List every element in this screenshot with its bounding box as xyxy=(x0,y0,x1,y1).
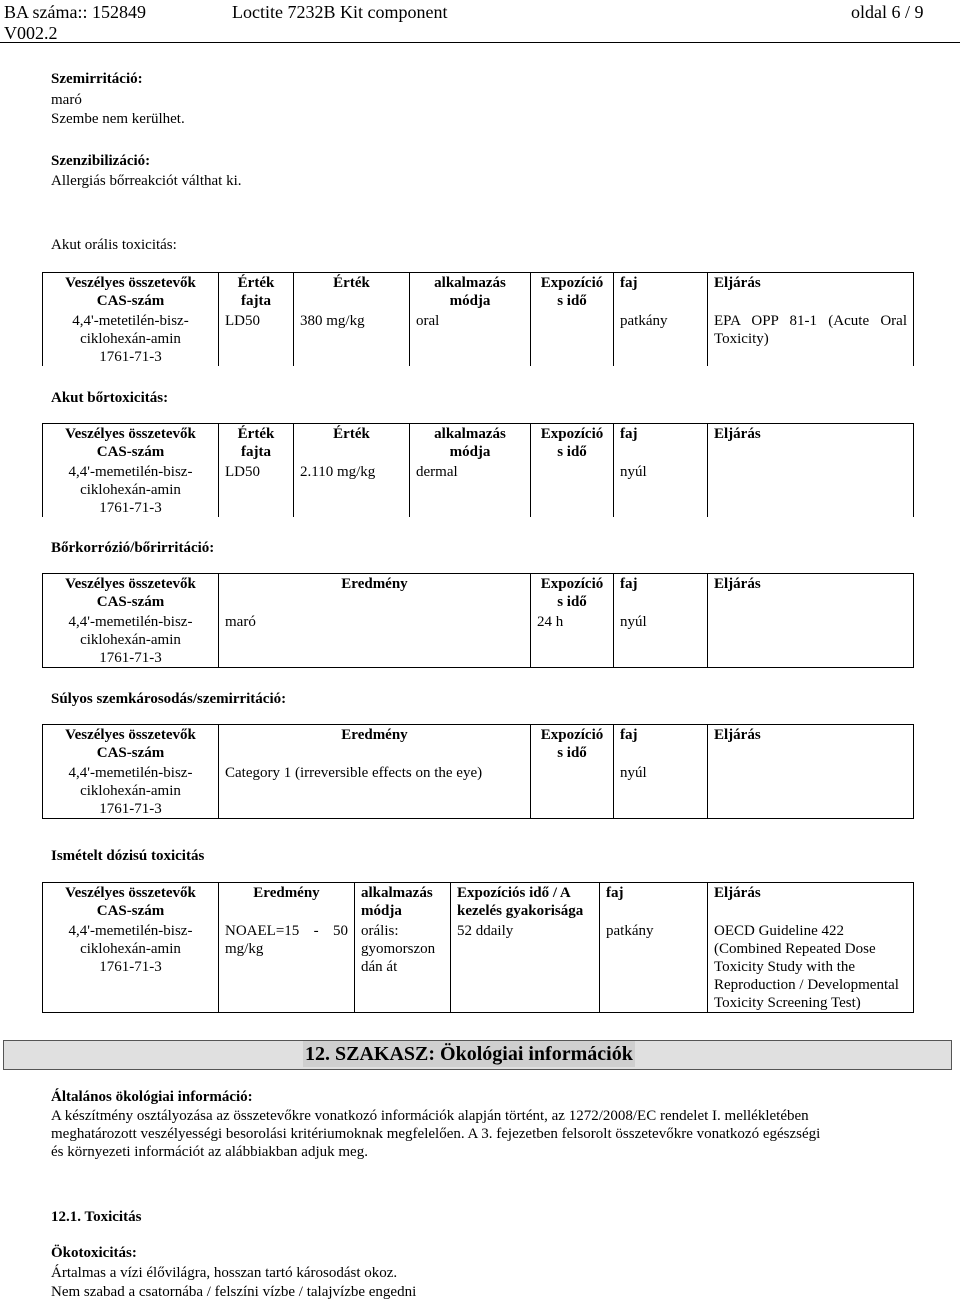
eye-damage-table: Veszélyes összetevők CAS-szám Eredmény Expozíció s idő faj Eljárás 4,4'-memetilén-bisz- ciklohexán-amin 1761-71-3 Category 1 (irreversible effects on the eye) nyúl xyxy=(42,724,914,819)
table-row: 4,4'-memetilén-bisz- ciklohexán-amin 1761-71-3 NOAEL=15 - 50 mg/kg orális: gyomorszon dán át 52 ddaily patkány OECD Guideline 422 (Combined Repeated Dose Toxicity Study with the Reproduction / Developmental Toxicity Screening Test) xyxy=(43,920,914,1013)
ecotox-title: Ökotoxicitás: xyxy=(51,1245,137,1261)
eye-irritation-line1: maró xyxy=(51,92,82,108)
acute-oral-title: Akut orális toxicitás: xyxy=(51,237,177,253)
ecotox-line2: Nem szabad a csatornába / felszíni vízbe / talajvízbe engedni xyxy=(51,1284,417,1300)
eye-damage-title: Súlyos szemkárosodás/szemirritáció: xyxy=(51,691,287,707)
general-eco-text: A készítmény osztályozása az összetevőkre vonatkozó információk alapján történt, az 1272/2008/EC rendelet I. mellékletében meghatározott veszélyességi besorolási kritériumoknak megfelelően. A 3. fejezetben felsorolt összetevőkre vonatkozó egészségi és környezeti információt az alábbiakban adjuk meg. xyxy=(51,1108,821,1160)
acute-dermal-title: Akut bőrtoxicitás: xyxy=(51,390,169,406)
skin-corrosion-table: Veszélyes összetevők CAS-szám Eredmény Expozíció s idő faj Eljárás 4,4'-memetilén-bisz- ciklohexán-amin 1761-71-3 maró 24 h nyúl xyxy=(42,573,914,668)
acute-oral-table xyxy=(42,272,914,366)
col-species: faj xyxy=(614,273,708,311)
col-value: Érték xyxy=(294,273,410,311)
table-row: 4,4'-memetilén-bisz- ciklohexán-amin 1761-71-3 Category 1 (irreversible effects on the eye) nyúl xyxy=(43,762,914,819)
eye-irritation-line2: Szembe nem kerülhet. xyxy=(51,111,185,127)
repeated-dose-title: Ismételt dózisú toxicitás xyxy=(51,848,205,864)
page-number: oldal 6 / 9 xyxy=(851,2,924,22)
section-12-title: 12. SZAKASZ: Ökológiai információk xyxy=(305,1043,633,1065)
skin-corrosion-title: Bőrkorrózió/bőrirritáció: xyxy=(51,540,215,556)
col-application: alkalmazás módja xyxy=(410,273,531,311)
header-rule xyxy=(0,42,960,43)
table-row: 4,4'-memetilén-bisz- ciklohexán-amin 1761-71-3 maró 24 h nyúl xyxy=(43,611,914,668)
col-value-type: Érték fajta xyxy=(219,273,294,311)
eye-irritation-title: Szemirritáció: xyxy=(51,71,143,87)
ecotox-line1: Ártalmas a vízi élővilágra, hosszan tartó károsodást okoz. xyxy=(51,1265,398,1281)
doc-version: V002.2 xyxy=(4,23,58,43)
table-row: 4,4'-memetilén-bisz- ciklohexán-amin 1761-71-3 LD50 2.110 mg/kg dermal nyúl xyxy=(43,461,914,517)
doc-id: BA száma:: 152849 xyxy=(4,2,146,22)
table-row: 4,4'-metetilén-bisz- ciklohexán-amin 1761-71-3 LD50 380 mg/kg oral patkány EPA OPP 81-1 (Acute Oral Toxicity) xyxy=(43,310,914,366)
sensitization-line1: Allergiás bőrreakciót válthat ki. xyxy=(51,173,242,189)
acute-dermal-table: Veszélyes összetevők CAS-szám Érték fajta Érték alkalmazás módja Expozíció s idő faj Eljárás 4,4'-memetilén-bisz- ciklohexán-amin 1761-71-3 LD50 2.110 mg/kg dermal nyúl xyxy=(42,423,914,517)
col-exposure: Expozíció s idő xyxy=(531,273,614,311)
toxicity-title: 12.1. Toxicitás xyxy=(51,1209,142,1225)
col-substance: Veszélyes összetevők CAS-szám xyxy=(43,273,219,311)
col-method: Eljárás xyxy=(708,273,914,311)
repeated-dose-table: Veszélyes összetevők CAS-szám Eredmény alkalmazás módja Expozíciós idő / A kezelés gyakorisága faj Eljárás 4,4'-memetilén-bisz- ciklohexán-amin 1761-71-3 NOAEL=15 - 50 mg/kg orális: gyomorszon dán át 52 ddaily patkány OECD Guideline 422 (Combined Repeated Dose Toxicity Study with the Reproduction / Developmental Toxicity Screening Test) xyxy=(42,882,914,1013)
general-eco-title: Általános ökológiai információ: xyxy=(51,1089,253,1105)
product-name: Loctite 7232B Kit component xyxy=(232,2,448,22)
sensitization-title: Szenzibilizáció: xyxy=(51,153,151,169)
